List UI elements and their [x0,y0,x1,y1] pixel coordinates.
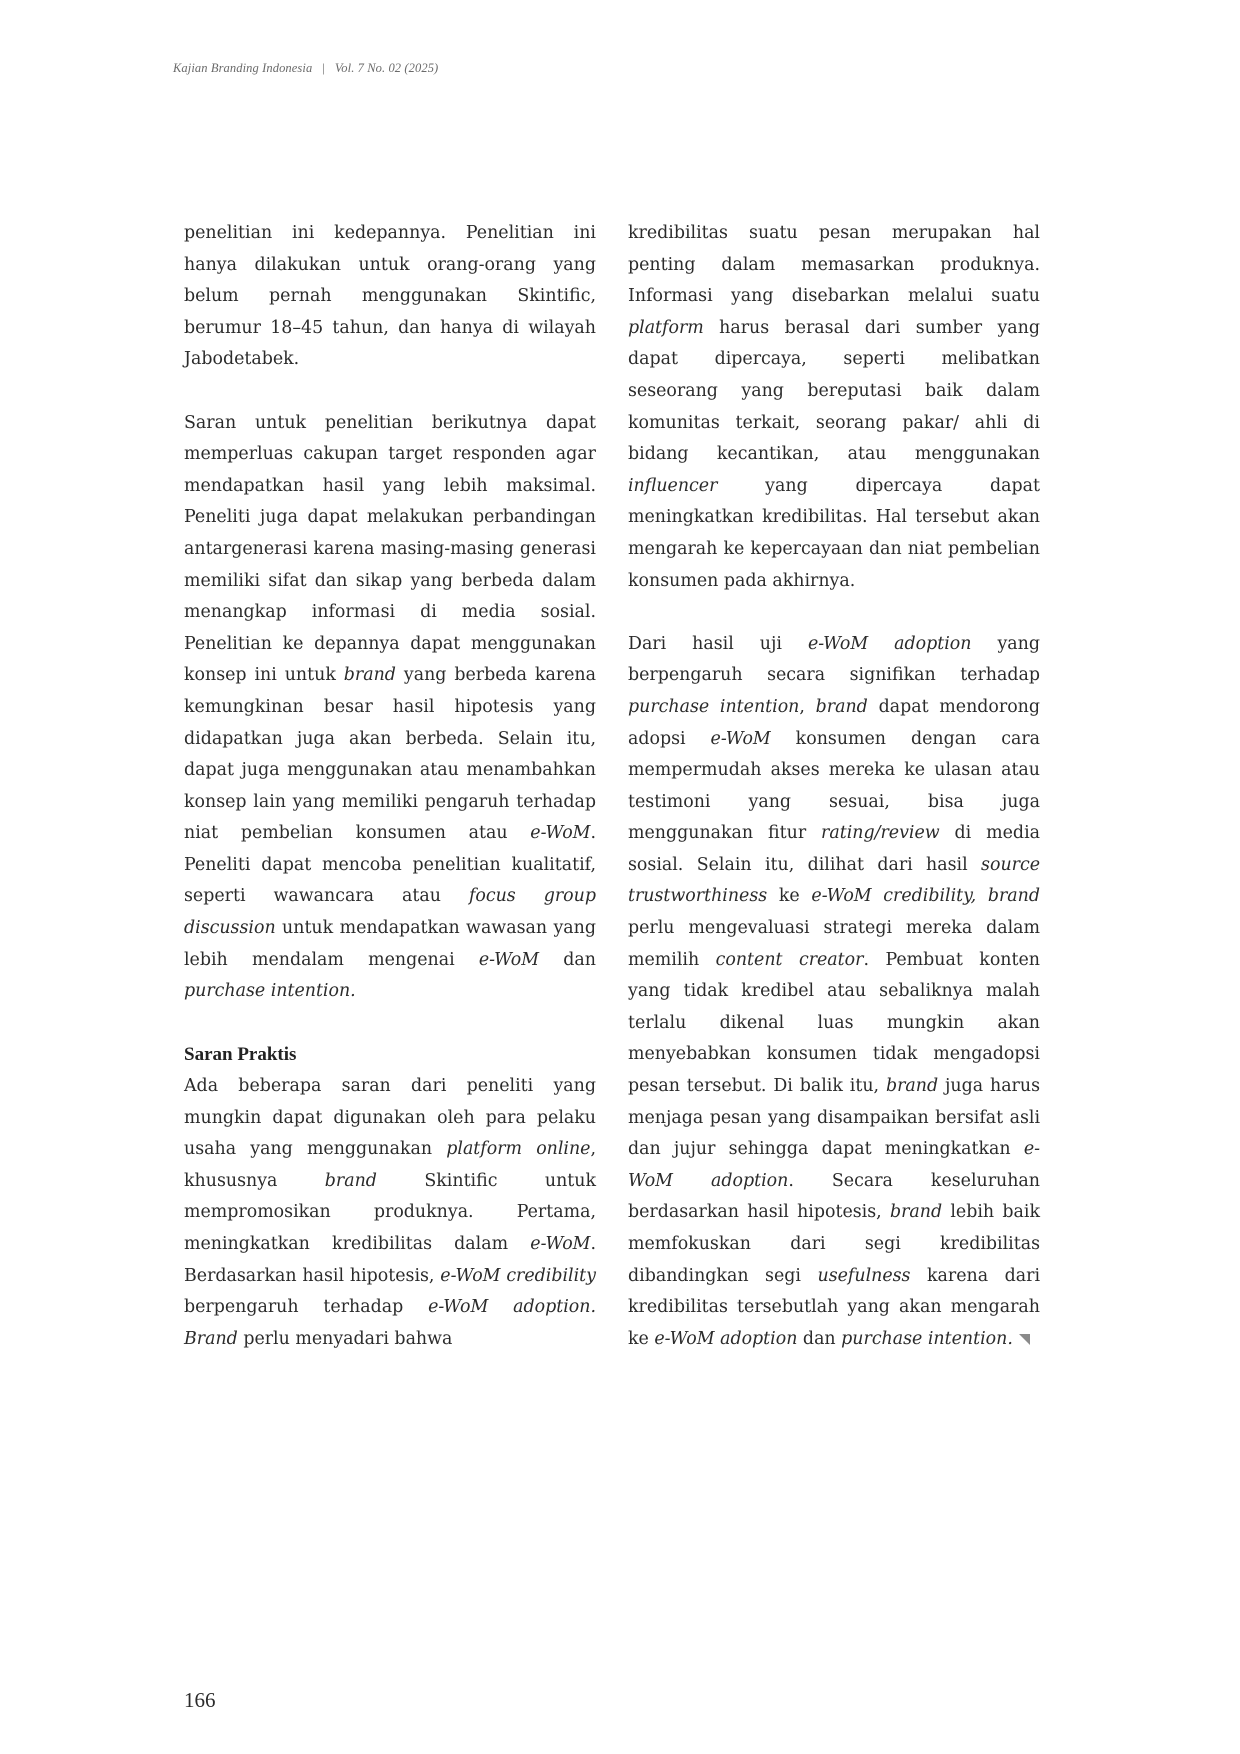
right-column [628,218,1040,1355]
page-number: 166 [184,1688,216,1712]
paragraph-practical-suggestions: Ada beberapa saran dari peneliti yang mungkin dapat digunakan oleh para pelaku usaha yang menggunakan platform online, khususnya brand Skintific untuk mempromosikan produknya. Pertama, meningkatkan kredibilitas dalam e-WoM. Berdasarkan hasil hipotesis, e-WoM credibility berpengaruh terhadap e-WoM adoption. Brand perlu menyadari bahwa [184,1076,597,1349]
paragraph-credibility: kredibilitas suatu pesan merupakan hal penting dalam memasarkan produknya. Informasi yang disebarkan melalui suatu platform harus berasal dari sumber yang dapat dipercaya, seperti melibatkan seseorang yang bereputasi baik dalam komunitas terkait, seorang pakar/ ahli di bidang kecantikan, atau menggunakan influencer yang dipercaya dapat meningkatkan kredibilitas. Hal tersebut akan mengarah ke kepercayaan dan niat pembelian konsumen pada akhirnya. [628,223,1040,591]
section-heading-saran-praktis: Saran Praktis [184,1044,297,1066]
header-separator: | [322,61,325,75]
paragraph-limitations: penelitian ini kedepannya. Penelitian ini hanya dilakukan untuk orang-orang yang belum pernah menggunakan Skintific, berumur 18–45 tahun, dan hanya di wilayah Jabodetabek. [184,223,596,370]
paragraph-adoption-results: Dari hasil uji e-WoM adoption yang berpengaruh secara signifikan terhadap purchase intention, brand dapat mendorong adopsi e-WoM konsumen dengan cara mempermudah akses mereka ke ulasan atau testimoni yang sesuai, bisa juga menggunakan fitur rating/review di media sosial. Selain itu, dilihat dari hasil source trustworthiness ke e-WoM credibility, brand perlu mengevaluasi strategi mereka dalam memilih content creator. Pembuat konten yang tidak kredibel atau sebaliknya malah terlalu dikenal luas mungkin akan menyebabkan konsumen tidak mengadopsi pesan tersebut. Di balik itu, brand juga harus menjaga pesan yang disampaikan bersifat asli dan jujur sehingga dapat meningkatkan e-WoM adoption. Secara keseluruhan berdasarkan hasil hipotesis, brand lebih baik memfokuskan dari segi kredibilitas dibandingkan segi usefulness karena dari kredibilitas tersebutlah yang akan mengarah ke e-WoM adoption dan purchase intention. [628,633,1041,1349]
volume-info: Vol. 7 No. 02 (2025) [334,61,439,75]
paragraph-future-research: Saran untuk penelitian berikutnya dapat memperluas cakupan target responden agar mendapatkan hasil yang lebih maksimal. Peneliti juga dapat melakukan perbandingan antargenerasi karena masing-masing generasi memiliki sifat dan sikap yang berbeda dalam menangkap informasi di media sosial. Penelitian ke depannya dapat menggunakan konsep ini untuk brand yang berbeda karena kemungkinan besar hasil hipotesis yang didapatkan juga akan berbeda. Selain itu, dapat juga menggunakan atau menambahkan konsep lain yang memiliki pengaruh terhadap niat pembelian konsumen atau e-WoM. Peneliti dapat mencoba penelitian kualitatif, seperti wawancara atau focus group discussion untuk mendapatkan wawasan yang lebih mendalam mengenai e-WoM dan purchase intention. [184,412,596,1002]
left-column [184,218,596,1355]
running-head [173,61,438,76]
end-of-article-icon [1019,1334,1030,1345]
journal-title: Kajian Branding Indonesia [173,61,313,75]
